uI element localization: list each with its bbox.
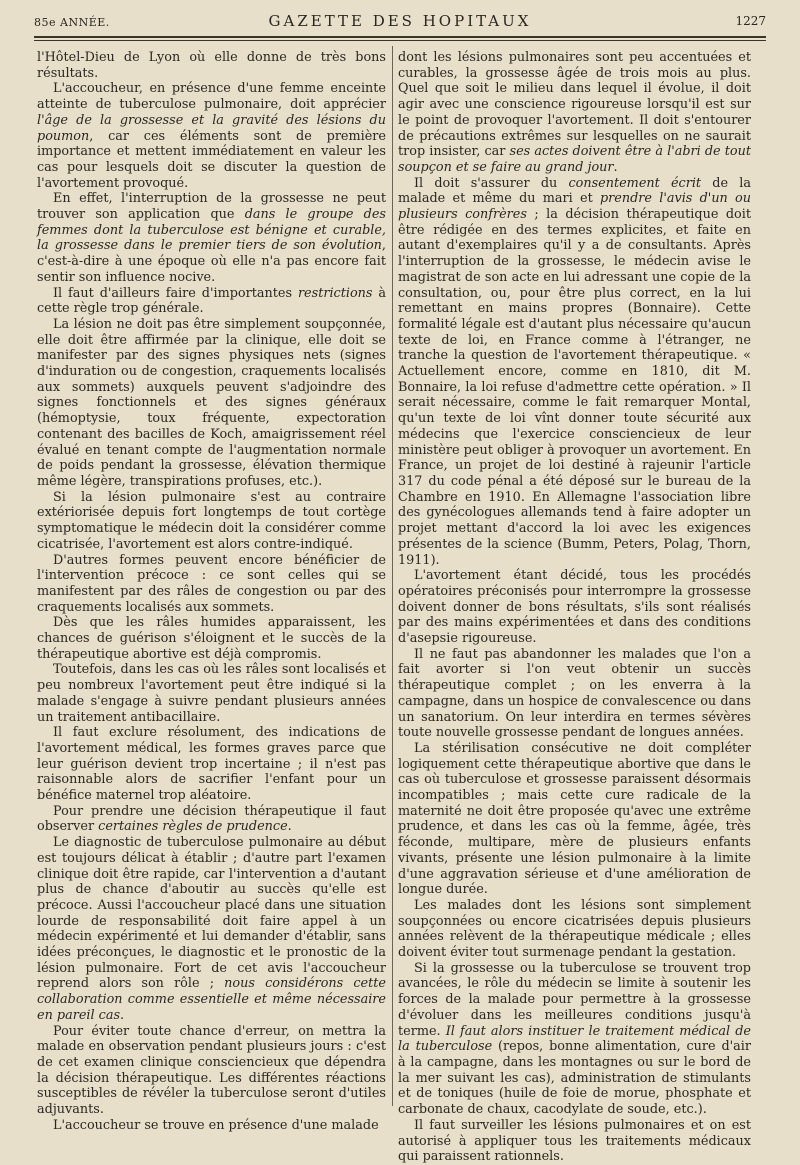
- text-run: (repos, bonne alimentation, cure d'air à la campagne, dans les montagnes ou sur le bord de la mer suivant les cas), administration de stimulants et de toniques (huile de foie de morue, phosphate et carbonate de chaux, cacodylate de soude, etc.).: [398, 1039, 751, 1118]
- paragraph: [37, 725, 386, 804]
- paragraph: [37, 835, 386, 1023]
- header-rule-thick: [34, 36, 766, 38]
- paragraph: [37, 286, 386, 317]
- text-run: Le diagnostic de tuberculose pulmonaire au début est toujours délicat à établir ; d'autre part l'examen clinique doit être rapide, car l'intervention a d'autant plus de chance d'aboutir au succès qu'elle est précoce. Aussi l'accoucheur placé dans une situation lourde de responsabilité doit faire appel à un médecin expérimenté et lui demander d'établir, sans idées préconçues, le diagnostic et le pronostic de la lésion pulmonaire. Fort de cet avis l'accoucheur reprend alors son rôle ;: [37, 835, 386, 992]
- text-run: Il ne faut pas abandonner les malades que l'on a fait avorter si l'on veut obtenir un succès thérapeutique complet ; on les enverra à la campagne, dans un hospice de convalescence ou dans un sanatorium. On leur interdira en termes sévères toute nouvelle grossesse pendant de longues années.: [398, 646, 751, 741]
- text-run: à cette règle trop générale.: [37, 285, 387, 317]
- paragraph: [37, 1024, 386, 1118]
- page-number: 1227: [735, 14, 766, 28]
- paragraph: [37, 50, 386, 81]
- paragraph: [37, 490, 386, 553]
- text-run: Toutefois, dans les cas où les râles sont localisés et peu nombreux l'avortement peut être indiqué si la malade s'engage à suivre pendant plusieurs années un traitement antibacillaire.: [37, 662, 386, 725]
- italic-text: dans le groupe des femmes dont la tuberculose est bénigne et curable, la grossesse dans le premier tiers de son évolution: [37, 207, 387, 254]
- paragraph: [398, 1118, 751, 1165]
- text-run: Si la grossesse ou la tuberculose se trouvent trop avancées, le rôle du médecin se limite à soutenir les forces de la malade pour permettre à la grossesse d'évoluer dans les meilleures conditions jusqu'à terme.: [398, 960, 751, 1039]
- italic-text: consentement écrit: [568, 175, 702, 191]
- paragraph: [37, 191, 386, 285]
- text-run: .: [613, 159, 618, 175]
- italic-text: ses actes doivent être à l'abri de tout soupçon et se faire au grand jour: [398, 144, 751, 175]
- italic-text: restrictions: [297, 285, 373, 301]
- text-run: Si la lésion pulmonaire s'est au contraire extériorisée depuis fort longtemps de tout cortège symptomatique le médecin doit la considérer comme cicatrisée, l'avortement est alors contre-indiqué.: [37, 489, 386, 552]
- text-run: L'avortement étant décidé, tous les procédés opératoires préconisés pour interrompre la grossesse doivent donner de bons résultats, s'ils sont réalisés par des mains expérimentées et dans des conditions d'asepsie rigoureuse.: [398, 568, 751, 647]
- text-run: L'accoucheur, en présence d'une femme enceinte atteinte de tuberculose pulmonaire, doit apprécier: [37, 81, 386, 113]
- text-run: de la malade et même du mari et: [398, 175, 751, 207]
- edition-year: 85e ANNÉE.: [34, 16, 110, 29]
- text-run: Pour prendre une décision thérapeutique il faut observer: [37, 803, 386, 835]
- paragraph: [37, 553, 386, 616]
- paragraph: [398, 741, 751, 898]
- header-rule-thin: [34, 40, 766, 41]
- italic-text: nous considérons cette collaboration comme essentielle et même nécessaire en pareil cas: [37, 976, 386, 1023]
- italic-text: l'âge de la grossesse et la gravité des lésions du poumon: [37, 112, 386, 144]
- paragraph: [398, 898, 751, 961]
- text-run: .: [287, 819, 292, 835]
- paragraph: [37, 662, 386, 725]
- page-header: [34, 10, 766, 34]
- left-text-column: [37, 50, 387, 1133]
- text-run: D'autres formes peuvent encore bénéficier de l'intervention précoce : ce sont celles qui se manifestent par des râles de congestion ou par des craquements localisés aux sommets.: [37, 552, 386, 615]
- text-run: l'Hôtel-Dieu de Lyon où elle donne de très bons résultats.: [37, 50, 386, 81]
- text-run: La stérilisation consécutive ne doit compléter logiquement cette thérapeutique abortive que dans le cas où tuberculose et grossesse paraissent désormais incompatibles ; mais cette cure radicale de la maternité ne doit être proposée qu'avec une extrême prudence, et dans les cas où la femme, âgée, très féconde, multipare, mère de plusieurs enfants vivants, présente une lésion pulmonaire à la limite d'une aggravation sérieuse et d'une amélioration de longue durée.: [398, 740, 751, 898]
- text-run: Il faut d'ailleurs faire d'importantes: [53, 285, 298, 301]
- text-run: dont les lésions pulmonaires sont peu accentuées et curables, la grossesse âgée de trois mois au plus. Quel que soit le milieu dans lequel il évolue, il doit agir avec une conscience rigoureuse lorsqu'il est sur le point de provoquer l'avortement. Il doit s'entourer de précautions extrêmes sur lesquelles on ne saurait trop insister, car: [398, 50, 751, 160]
- paragraph: [37, 317, 386, 490]
- publication-title: GAZETTE DES HOPITAUX: [268, 12, 532, 30]
- text-run: , car ces éléments sont de première importance et mettent immédiatement en valeur les cas pour lesquels doit se discuter la question de l'avortement provoqué.: [37, 128, 386, 191]
- paragraph: [37, 804, 386, 835]
- right-text-column: [398, 50, 751, 1165]
- text-run: Pour éviter toute chance d'erreur, on mettra la malade en observation pendant plusieurs jours : c'est de cet examen clinique consciencieux que dépendra la décision thérapeutique. Les différentes réactions susceptibles de révéler la tuberculose seront d'utiles adjuvants.: [37, 1023, 386, 1118]
- italic-text: prendre l'avis d'un ou plusieurs confrères: [398, 191, 751, 223]
- text-run: En effet, l'interruption de la grossesse ne peut trouver son application que: [37, 191, 386, 223]
- column-divider: [392, 46, 393, 1106]
- paragraph: [398, 961, 751, 1118]
- paragraph: [37, 1118, 386, 1134]
- paragraph: [398, 568, 751, 647]
- paragraph: [398, 176, 751, 569]
- paragraph: [37, 615, 386, 662]
- text-run: , c'est-à-dire à une époque où elle n'a pas encore fait sentir son influence nocive.: [37, 238, 386, 285]
- paragraph: [37, 81, 386, 191]
- text-run: La lésion ne doit pas être simplement soupçonnée, elle doit être affirmée par la clinique, elle doit se manifester par des signes physiques nets (signes d'induration ou de congestion, craquements localisés aux sommets) auxquels peuvent s'adjoindre des signes fonctionnels et des signes généraux (hémoptysie, toux fréquente, expectoration contenant des bacilles de Koch, amaigrissement réel évalué en tenant compte de l'augmentation normale de poids pendant la grossesse, élévation thermique même légère, transpirations profuses, etc.).: [37, 316, 386, 489]
- paragraph: [398, 50, 751, 176]
- text-run: L'accoucheur se trouve en présence d'une malade: [53, 1117, 379, 1133]
- italic-text: certaines règles de prudence: [98, 819, 288, 835]
- text-run: ; la décision thérapeutique doit être rédigée en des termes explicites, et faite en autant d'exemplaires qu'il y a de consultants. Après l'interruption de la grossesse, le médecin avise le magistrat de son acte en lui adressant une copie de la consultation, ou, pour être plus correct, en la lui remettant en mains propres (Bonnaire). Cette formalité légale est d'autant plus nécessaire qu'aucun texte de loi, en France comme à l'étranger, ne tranche la question de l'avortement thérapeutique. « Actuellement encore, comme en 1810, dit M. Bonnaire, la loi refuse d'admettre cette opération. » Il serait nécessaire, comme le fait remarquer Montal, qu'un texte de loi vînt donner toute sécurité aux médecins que l'exercice consciencieux de leur ministère peut obliger à provoquer un avortement. En France, un projet de loi destiné à rajeunir l'article 317 du code pénal a été déposé sur le bureau de la Chambre en 1910. En Allemagne l'association libre des gynécologues allemands tend à faire adopter un projet mettant d'accord la loi avec les exigences présentes de la science (Bumm, Peters, Polag, Thorn, 1911).: [398, 207, 751, 568]
- text-run: Il doit s'assurer du: [414, 175, 569, 191]
- paragraph: [398, 647, 751, 741]
- text-run: .: [120, 1007, 125, 1023]
- italic-text: Il faut alors instituer le traitement médical de la tuberculose: [398, 1023, 751, 1055]
- text-run: Il faut surveiller les lésions pulmonaires et on est autorisé à appliquer tous les traitements médicaux qui paraissent rationnels.: [398, 1117, 751, 1165]
- text-run: Il faut exclure résolument, des indications de l'avortement médical, les formes graves parce que leur guérison devient trop incertaine ; il n'est pas raisonnable alors de sacrifier l'enfant pour un bénéfice maternel trop aléatoire.: [37, 725, 386, 804]
- text-run: Dès que les râles humides apparaissent, les chances de guérison s'éloignent et le succès de la thérapeutique abortive est déjà compromis.: [37, 615, 386, 662]
- text-run: Les malades dont les lésions sont simplement soupçonnées ou encore cicatrisées depuis plusieurs années relèvent de la thérapeutique médicale ; elles doivent éviter tout surmenage pendant la gestation.: [398, 897, 751, 961]
